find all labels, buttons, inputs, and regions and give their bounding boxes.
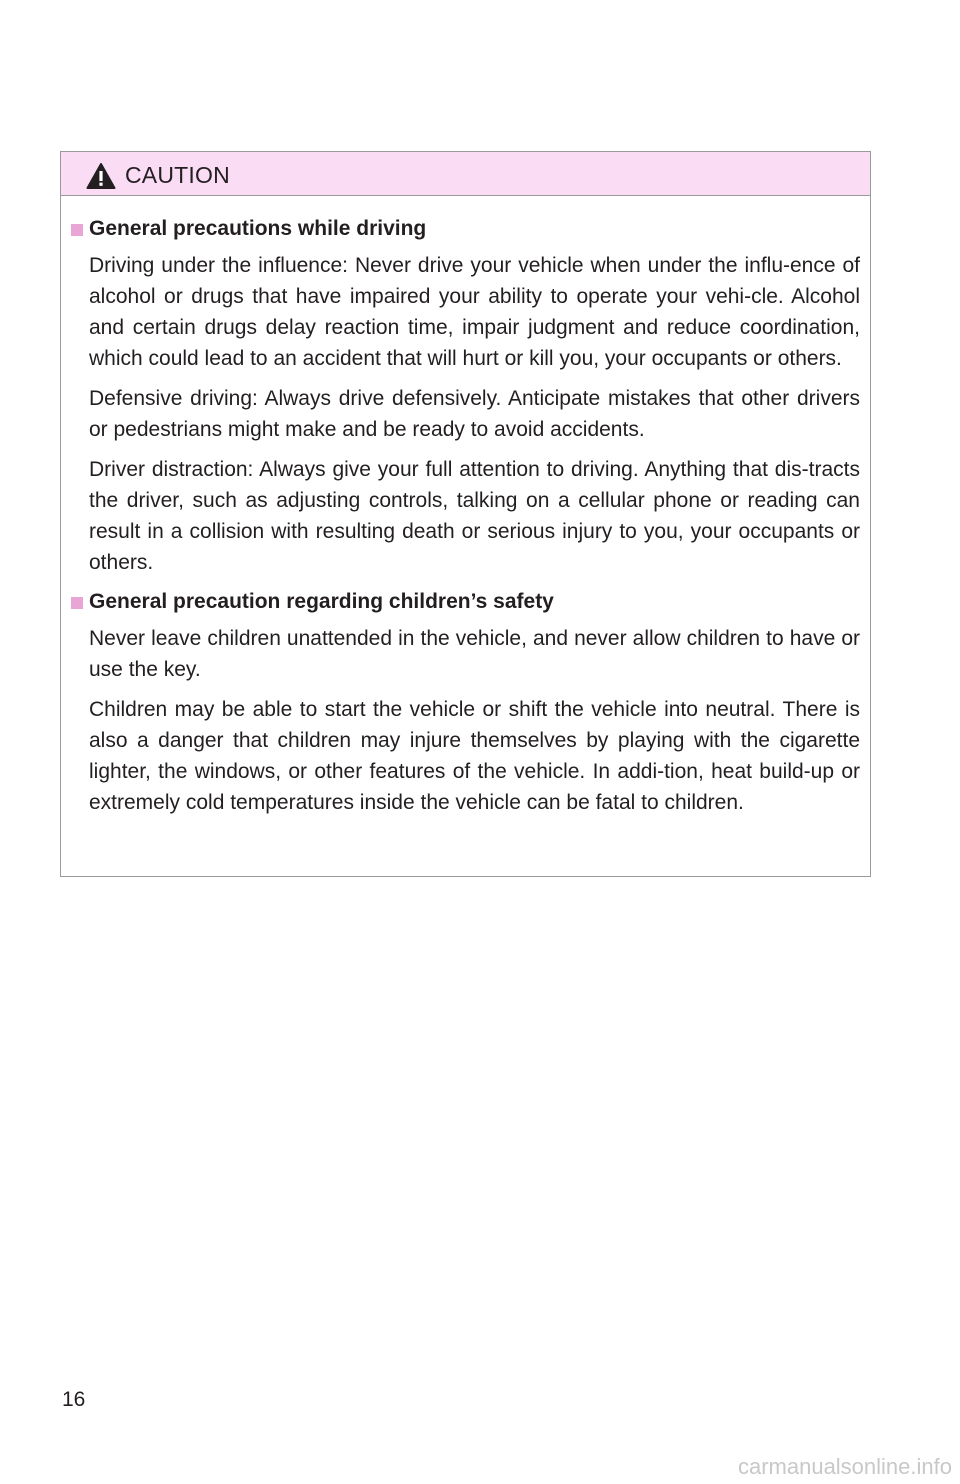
paragraph-driver-distraction: Driver distraction: Always give your full attention to driving. Anything that dis-tracts the driver, such as adjusting controls, talking on a cellular phone or reading can result in a collision with resulting death or serious injury to you, your occupants or others. xyxy=(89,458,860,574)
section-heading-driving xyxy=(71,214,860,244)
warning-triangle-icon xyxy=(86,162,116,190)
paragraph-children-unattended: Never leave children unattended in the vehicle, and never allow children to have or use the key. xyxy=(89,627,860,681)
page-number: 16 xyxy=(62,1388,86,1411)
section-heading-text: General precautions while driving xyxy=(89,217,427,240)
caution-box xyxy=(60,151,871,877)
square-bullet-icon xyxy=(71,224,83,236)
caution-body xyxy=(61,196,870,818)
paragraph-driving-influence: Driving under the influence: Never drive your vehicle when under the influ-ence of alcohol or drugs that have impaired your ability to operate your vehi-cle. Alcohol and certain drugs delay reaction time, impair judgment and reduce coordination, which could lead to an accident that will hurt or kill you, your occupants or others. xyxy=(89,254,860,370)
section-heading-children xyxy=(71,587,860,617)
square-bullet-icon xyxy=(71,597,83,609)
watermark: carmanualsonline.info xyxy=(737,1454,952,1479)
paragraph-defensive-driving: Defensive driving: Always drive defensively. Anticipate mistakes that other drivers or pedestrians might make and be ready to avoid accidents. xyxy=(89,387,860,441)
section-heading-text: General precaution regarding children’s safety xyxy=(89,590,554,613)
caution-title: CAUTION xyxy=(125,162,230,188)
paragraph-children-dangers: Children may be able to start the vehicle or shift the vehicle into neutral. There is also a danger that children may injure themselves by playing with the cigarette lighter, the windows, or other features of the vehicle. In addi-tion, heat build-up or extremely cold temperatures inside the vehicle can be fatal to children. xyxy=(89,698,860,814)
caution-header xyxy=(61,152,870,196)
